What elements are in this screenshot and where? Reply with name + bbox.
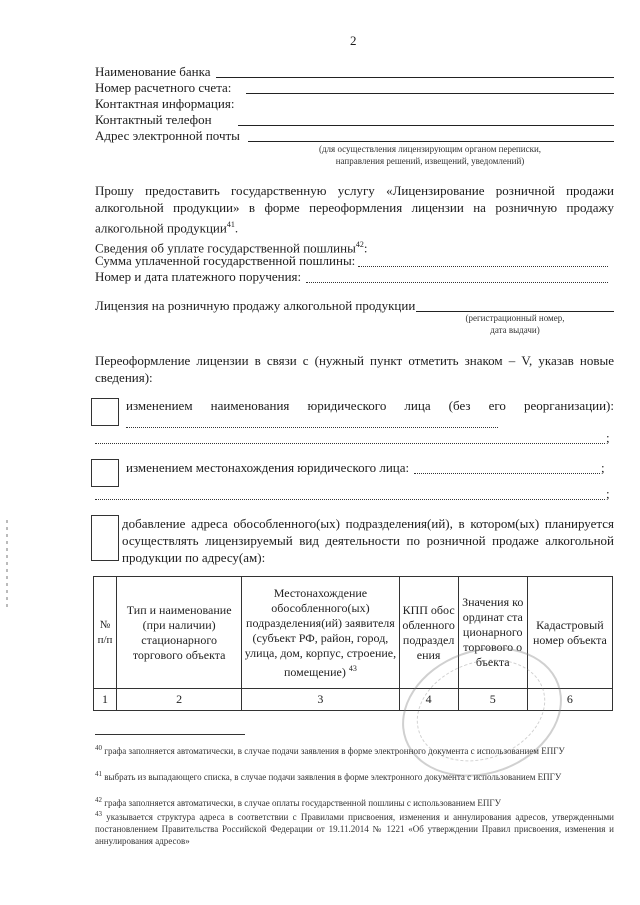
request-text: Прошу предоставить государственную услугу «Лицензирование розничной продажи алкогольной продукции» в форме переоформления лицензии на розничную продажу алкогольной продукции <box>95 183 614 236</box>
option-add-address-checkbox[interactable] <box>91 515 119 561</box>
table-header-location <box>242 577 399 689</box>
option-name-change-label: изменением наименования юридического лица (без его реорганизации): <box>126 398 614 413</box>
table-header-cadastral: Кадастровый номер объекта <box>527 577 612 689</box>
option-location-change-label: изменением местонахождения юридического лица: <box>126 460 410 475</box>
option-add-address-label: добавление адреса обособленного(ых) подразделения(ий), в котором(ых) планируется осуществлять лицензируемый вид деятельности по розничной продаже алкогольной продукции по адресу(ам): <box>122 516 614 565</box>
footnote-42 <box>95 794 614 809</box>
semicolon-3: ; <box>606 486 610 501</box>
email-hint-line1: (для осуществления лицензирующим органом переписки, <box>318 144 542 154</box>
table-header-object-type: Тип и наименование (при наличии) стационарного торгового объекта <box>117 577 242 689</box>
request-footnote-ref: 41 <box>226 220 235 229</box>
account-number-label: Номер расчетного счета: <box>95 80 232 95</box>
table-header-coordinates: Значения координат стационарного торгового объекта <box>458 577 527 689</box>
account-number-field[interactable] <box>246 80 614 94</box>
footnote-40-text: графа заполняется автоматически, в случае подачи заявления в форме электронного документа с использованием ЕПГУ <box>104 746 565 756</box>
footnote-42-number: 42 <box>95 796 102 804</box>
option-name-change-field-1[interactable] <box>126 414 498 428</box>
fee-footnote-ref: 42 <box>355 240 364 249</box>
email-field[interactable] <box>248 128 614 142</box>
payment-order-field[interactable] <box>306 269 608 283</box>
page-number: 2 <box>350 33 357 48</box>
footnote-41-text: выбрать из выпадающего списка, в случае подачи заявления в форме электронного документа с использованием ЕПГУ <box>104 772 562 782</box>
footnote-41 <box>95 768 614 783</box>
bank-name-field[interactable] <box>216 64 614 78</box>
footnote-43-text: указывается структура адреса в соответствии с Правилами присвоения, изменения и аннулирования адресов, утвержденными постановлением Правительства Российской Федерации от 19.11.2014 № 1221 «Об утверждении Правил присвоения, изменения и аннулирования адресов» <box>95 812 614 846</box>
footnote-43-number: 43 <box>95 810 102 818</box>
table-cell-number-4: 4 <box>399 689 458 711</box>
footnote-41-number: 41 <box>95 770 102 778</box>
contact-info-label: Контактная информация: <box>95 96 235 111</box>
table-cell-number-6: 6 <box>527 689 612 711</box>
option-location-change-checkbox[interactable] <box>91 459 119 487</box>
fee-heading: Сведения об уплате государственной пошлины$^{42}$: <box>95 240 368 256</box>
fee-amount-label: Сумма уплаченной государственной пошлины: <box>95 253 356 268</box>
binding-edge-marks <box>6 520 8 610</box>
table-header-footnote-ref: 43 <box>348 663 357 673</box>
table-cell-number-5: 5 <box>458 689 527 711</box>
table-cell-number-1: 1 <box>94 689 117 711</box>
footnote-40 <box>95 742 614 757</box>
footnote-40-number: 40 <box>95 744 102 752</box>
table-cell-number-3: 3 <box>242 689 399 711</box>
phone-field[interactable] <box>238 112 614 126</box>
phone-label: Контактный телефон <box>95 112 212 127</box>
fee-amount-field[interactable] <box>358 253 608 267</box>
option-name-change-field-2[interactable] <box>95 430 605 444</box>
footnote-42-text: графа заполняется автоматически, в случае оплаты государственной пошлины с использованием ЕПГУ <box>104 798 501 808</box>
semicolon-1: ; <box>606 430 610 445</box>
request-paragraph: Прошу предоставить государственную услугу «Лицензирование розничной продажи алкогольной продукции» в форме переоформления лицензии на розничную продажу алкогольной продукции$^{41}$. <box>95 183 614 236</box>
footnote-rule <box>95 734 245 735</box>
license-field[interactable] <box>416 298 614 312</box>
table-header-kpp: КПП обособленного подразделения <box>399 577 458 689</box>
license-hint-line1: (регистрационный номер, <box>465 313 565 323</box>
email-label: Адрес электронной почты <box>95 128 240 143</box>
table-header-number: № п/п <box>94 577 117 689</box>
reissue-paragraph: Переоформление лицензии в связи с (нужный пункт отметить знаком – V, указав новые сведения): <box>95 353 614 385</box>
table-cell-number-2: 2 <box>117 689 242 711</box>
option-location-change-field-2[interactable] <box>95 486 605 500</box>
fee-heading-text: Сведения об уплате государственной пошлины <box>95 240 356 256</box>
footnote-43 <box>95 808 614 847</box>
table-header-location-text: Местонахождение обособленного(ых) подразделения(ий) заявителя (субъект РФ, район, город, улица, дом, корпус, строение, помещение) <box>244 585 397 679</box>
payment-order-label: Номер и дата платежного поручения: <box>95 269 302 284</box>
license-hint-line2: дата выдачи) <box>490 325 540 335</box>
option-location-change-field-1[interactable] <box>414 460 600 474</box>
semicolon-2: ; <box>601 460 605 475</box>
email-hint-line2: направления решений, извещений, уведомлений) <box>335 156 525 166</box>
option-name-change-checkbox[interactable] <box>91 398 119 426</box>
license-label: Лицензия на розничную продажу алкогольной продукции <box>95 298 416 313</box>
bank-name-label: Наименование банка <box>95 64 211 79</box>
